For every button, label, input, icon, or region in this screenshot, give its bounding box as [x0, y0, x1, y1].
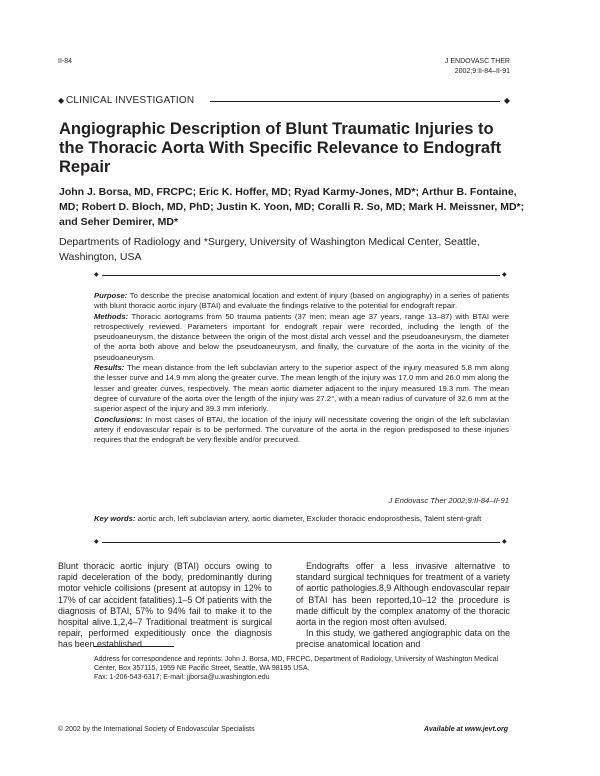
- purpose-heading: Purpose:: [94, 291, 128, 300]
- methods-heading: Methods:: [94, 311, 129, 321]
- abstract-bottom-rule: [102, 542, 500, 544]
- journal-name: J ENDOVASC THER: [444, 58, 510, 65]
- conclusions-text: In most cases of BTAI, the location of the injury will necessitate covering the origin of the left subclavian artery if endovascular repair is to be performed. The curvature of the aorta in the region predisposed to these injuries requires that the endograft be very flexible and/or precurved.: [94, 414, 509, 445]
- journal-citation: 2002;9:II-84–II-91: [454, 68, 510, 75]
- results-heading: Results:: [94, 363, 125, 373]
- diamond-icon: ◆: [502, 272, 507, 278]
- purpose-text: To describe the precise anatomical location and extent of injury (based on angiography) in a series of patients with blunt thoracic aortic injury (BTAI) and evaluate the findings relative to the potential for endograft repair.: [94, 291, 509, 311]
- diamond-icon: ◆: [94, 272, 99, 278]
- body-paragraph: Blunt thoracic aortic injury (BTAI) occurs owing to rapid deceleration of the body, predominantly during motor vehicle collisions (present at autopsy in 12% to 17% of car accident fatalities).1–5 Of patients with the diagnosis of BTAI, 57% to 94% fail to make it to the hospital alive.1,2,4–7 Traditional treatment is surgical repair, performed expeditiously once the diagnosis has been established.: [58, 561, 272, 650]
- section-rule: [210, 101, 500, 102]
- abstract-conclusions: [94, 415, 509, 446]
- diamond-icon: ◆: [502, 539, 507, 545]
- affiliation: Departments of Radiology and *Surgery, University of Washington Medical Center, Seattle, Washington, USA: [59, 236, 480, 263]
- abstract-purpose: [94, 291, 509, 312]
- methods-text: Thoracic aortograms from 50 trauma patients (37 men; mean age 37 years, range 13–87) with BTAI were retrospectively reviewed. Parameters important for endograft repair were recorded, including the length of the pseudoaneurysm, the distance between the origin of the most distal arch vessel and the pseudoaneurysm, the diameter of the aorta both above and below the pseudoaneurysm, and finally, the curvature of the aorta in the vicinity of the pseudoaneurysm.: [94, 311, 510, 362]
- abstract-results: [94, 363, 509, 414]
- results-text: The mean distance from the left subclavian artery to the superior aspect of the injury measured 5.8 mm along the lesser curve and 14.9 mm along the greater curve. The mean length of the injury was 17.0 mm and 26.0 mm along the lesser and greater curves, respectively. The mean aortic diameter adjacent to the injury measured 19.3 mm. The mean degree of curvature of the aorta over the length of the injury was 27.2°, with a mean radius of curvature of 32.6 mm at the superior aspect of the injury and 39.3 mm inferiorly.: [94, 363, 509, 414]
- abstract-methods: [94, 312, 509, 363]
- keywords: [94, 514, 509, 524]
- author-list: John J. Borsa, MD, FRCPC; Eric K. Hoffer, MD; Ryad Karmy-Jones, MD*; Arthur B. Fontaine, MD; Robert D. Bloch, MD, PhD; Justin K. Yoon, MD; Coralli R. So, MD; Mark H. Meissner, MD*; and Seher Demirer, MD*: [59, 186, 525, 228]
- conclusions-heading: Conclusions:: [94, 414, 143, 424]
- body-left-column: [58, 561, 272, 651]
- footnote-rule: [94, 646, 174, 647]
- body-paragraph: In this study, we gathered angiographic data on the precise anatomical location and: [296, 628, 510, 650]
- diamond-icon: ◆: [58, 96, 65, 105]
- section-label: CLINICAL INVESTIGATION: [66, 95, 195, 106]
- correspondence-footnote: [94, 655, 509, 683]
- keywords-text: aortic arch, left subclavian artery, aortic diameter, Excluder thoracic endoprosthesis, Talent stent-graft: [137, 514, 482, 523]
- section-header: [58, 95, 510, 107]
- correspondence-address: Address for correspondence and reprints: John J. Borsa, MD, FRCPC, Department of Radiology, University of Washington Medical Center, Box 357115, 1959 NE Pacific Street, Seattle, WA 98195 USA.: [94, 656, 499, 673]
- body-paragraph: Endografts offer a less invasive alternative to standard surgical techniques for treatment of a variety of aortic pathologies.8,9 Although endovascular repair of BTAI has been reported,10–12 the procedure is made difficult by the complex anatomy of the thoracic aorta in the region most often avulsed.: [296, 561, 510, 628]
- availability-notice: Available at www.jevt.org: [423, 726, 508, 733]
- abstract-top-rule: [102, 275, 500, 277]
- diamond-icon: ◆: [94, 539, 99, 545]
- article-title: Angiographic Description of Blunt Traumatic Injuries to the Thoracic Aorta With Specific Relevance to Endograft Repair: [59, 120, 502, 176]
- page-number: II-84: [58, 58, 73, 65]
- abstract-citation: J Endovasc Ther 2002;9:II-84–II-91: [388, 496, 509, 505]
- correspondence-contact: Fax: 1-206-543-6317; E-mail: jjborsa@u.washington.edu: [94, 674, 270, 682]
- copyright-notice: © 2002 by the International Society of Endovascular Specialists: [58, 726, 255, 733]
- keywords-heading: Key words:: [94, 514, 136, 523]
- abstract: [94, 291, 509, 445]
- diamond-icon: ◆: [503, 96, 510, 105]
- body-right-column: [296, 561, 510, 651]
